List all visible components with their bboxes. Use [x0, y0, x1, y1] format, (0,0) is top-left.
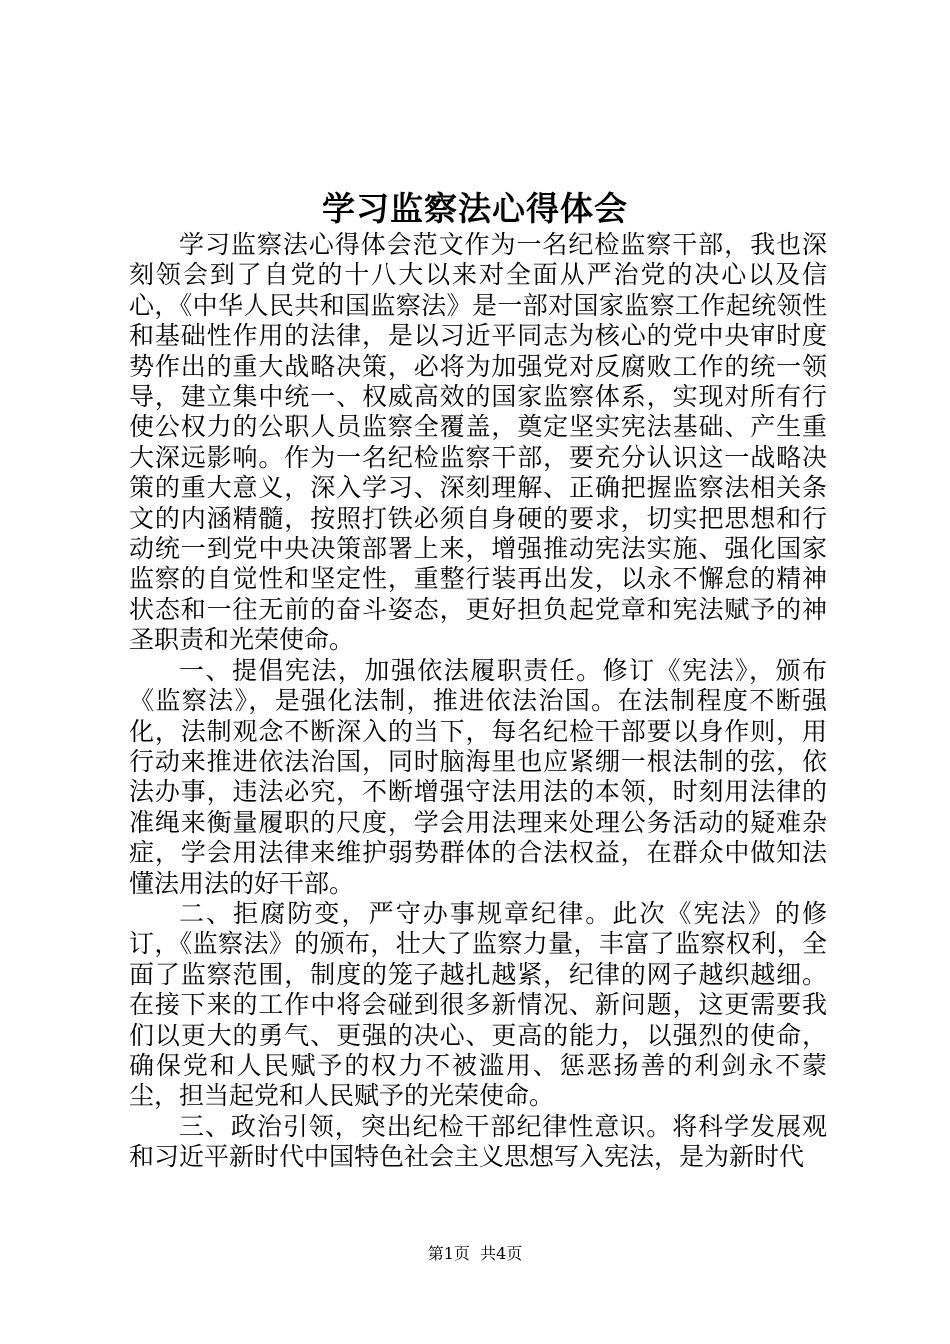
paragraph-section-3: 三、政治引领，突出纪检干部纪律性意识。将科学发展观和习近平新时代中国特色社会主义思想写入宪法，是为新时代 — [129, 1111, 827, 1172]
paragraph-section-1: 一、提倡宪法，加强依法履职责任。修订《宪法》，颁布《监察法》，是强化法制，推进依法治国。在法制程度不断强化，法制观念不断深入的当下，每名纪检干部要以身作则，用行动来推进依法治国，同时脑海里也应紧绷一根法制的弦，依法办事，违法必究，不断增强守法用法的本领，时刻用法律的准绳来衡量履职的尺度，学会用法理来处理公务活动的疑难杂症，学会用法律来维护弱势群体的合法权益，在群众中做知法懂法用法的好干部。 — [129, 655, 827, 898]
page-number: 第1页 — [427, 1244, 470, 1263]
page-footer — [0, 1243, 950, 1265]
paragraph-section-2: 二、拒腐防变，严守办事规章纪律。此次《宪法》的修订，《监察法》的颁布，壮大了监察力量，丰富了监察权利，全面了监察范围，制度的笼子越扎越紧，纪律的网子越织越细。在接下来的工作中将会碰到很多新情况、新问题，这更需要我们以更大的勇气、更强的决心、更高的能力，以强烈的使命，确保党和人民赋予的权力不被滥用、惩恶扬善的利剑永不蒙尘，担当起党和人民赋予的光荣使命。 — [129, 898, 827, 1111]
page-total: 共4页 — [480, 1244, 523, 1263]
document-title: 学习监察法心得体会 — [322, 189, 628, 228]
paragraph-intro: 学习监察法心得体会范文作为一名纪检监察干部，我也深刻领会到了自党的十八大以来对全面从严治党的决心以及信心，《中华人民共和国监察法》是一部对国家监察工作起统领性和基础性作用的法律，是以习近平同志为核心的党中央审时度势作出的重大战略决策，必将为加强党对反腐败工作的统一领导，建立集中统一、权威高效的国家监察体系，实现对所有行使公权力的公职人员监察全覆盖，奠定坚实宪法基础、产生重大深远影响。作为一名纪检监察干部，要充分认识这一战略决策的重大意义，深入学习、深刻理解、正确把握监察法相关条文的内涵精髓，按照打铁必须自身硬的要求，切实把思想和行动统一到党中央决策部署上来，增强推动宪法实施、强化国家监察的自觉性和坚定性，重整行装再出发，以永不懈怠的精神状态和一往无前的奋斗姿态，更好担负起党章和宪法赋予的神圣职责和光荣使命。 — [129, 230, 827, 655]
document-body — [129, 230, 827, 1173]
